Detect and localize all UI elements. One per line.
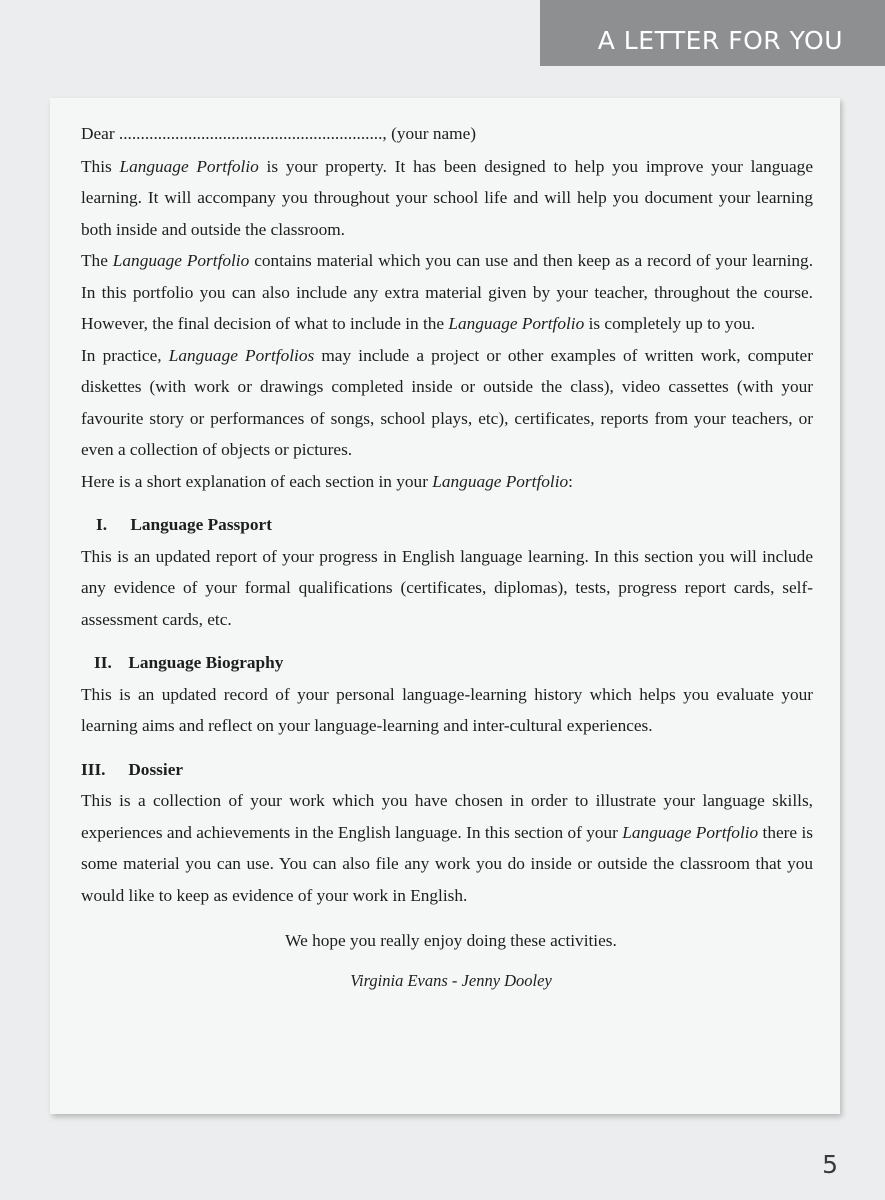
page-number: 5 bbox=[822, 1150, 838, 1179]
section-body-passport: This is an updated report of your progress in English language learning. In this section you will include any evidence of your formal qualifications (certificates, diplomas), tests, progress report cards, self-assessment cards, etc. bbox=[81, 546, 813, 629]
paragraph-2: The Language Portfolio contains material which you can use and then keep as a record of your learning. In this portfolio you can also include any extra material given by your teacher, throughout the course. However, the final decision of what to include in the Language Portfolio is completely up to you. bbox=[81, 251, 814, 333]
letter-body bbox=[81, 118, 813, 996]
section-heading-biography: II. Language Biography bbox=[94, 653, 284, 672]
section-body-biography: This is an updated record of your personal language-learning history which helps you evaluate your learning aims and reflect on your language-learning and inter-cultural experiences. bbox=[81, 684, 813, 735]
section-header-tab bbox=[540, 0, 885, 66]
salutation: Dear ............................................................., (your name) bbox=[81, 124, 477, 143]
section-body-dossier: This is a collection of your work which you have chosen in order to illustrate your language skills, experiences and achievements in the English language. In this section of your Language Portfolio there is some material you can use. You can also file any work you do inside or outside the classroom that you would like to keep as evidence of your work in English. bbox=[81, 791, 813, 905]
section-heading-dossier: III. Dossier bbox=[81, 759, 184, 779]
paragraph-3: In practice, Language Portfolios may include a project or other examples of written work, computer diskettes (with work or drawings completed inside or outside the class), video cassettes (with your favourite story or performances of songs, school plays, etc), certificates, reports from your teachers, or even a collection of objects or pictures. bbox=[81, 345, 813, 459]
paragraph-4: Here is a short explanation of each section in your Language Portfolio: bbox=[81, 471, 573, 491]
paragraph-1: This Language Portfolio is your property. It has been designed to help you improve your language learning. It will accompany you throughout your school life and will help you document your learning both inside and outside the classroom. bbox=[81, 156, 813, 239]
section-title: A LETTER FOR YOU bbox=[597, 25, 843, 55]
closing-line: We hope you really enjoy doing these activities. bbox=[285, 931, 617, 950]
section-heading-passport: I. Language Passport bbox=[96, 515, 272, 534]
signature: Virginia Evans - Jenny Dooley bbox=[350, 970, 552, 990]
